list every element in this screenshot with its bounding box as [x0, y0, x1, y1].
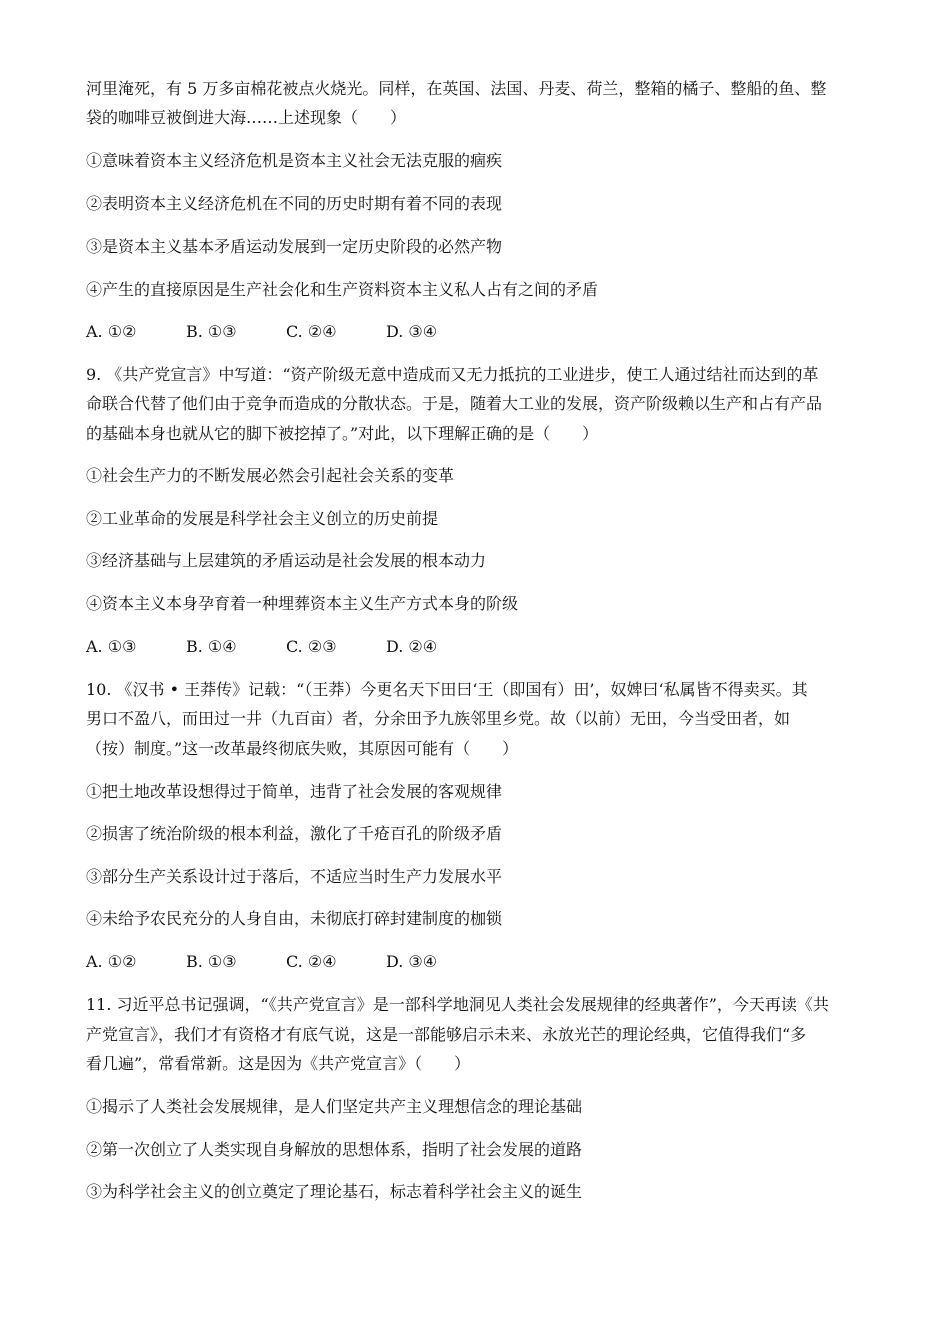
q9-choices: [86, 636, 437, 658]
q10-option-2: ②损害了统治阶级的根本利益，激化了千疮百孔的阶级矛盾: [86, 824, 503, 843]
q9-stem-line-1: 9. 《共产党宣言》中写道：“资产阶级无意中造成而又无力抵抗的工业进步，使工人通过结社而达到的革: [86, 365, 819, 384]
q8-stem-line-1: 河里淹死，有 5 万多亩棉花被点火烧光。同样，在英国、法国、丹麦、荷兰，整箱的橘子、整船的鱼、整: [86, 79, 827, 98]
q8-choices: [86, 321, 437, 343]
q10-stem-line-3: （按）制度。”这一改革最终彻底失败，其原因可能有（ ）: [86, 739, 519, 758]
q8-option-3: ③是资本主义基本矛盾运动发展到一定历史阶段的必然产物: [86, 237, 503, 256]
q8-option-4: ④产生的直接原因是生产社会化和生产资料资本主义私人占有之间的矛盾: [86, 280, 599, 299]
q9-stem-line-2: 命联合代替了他们由于竞争而造成的分散状态。于是，随着大工业的发展，资产阶级赖以生产和占有产品: [86, 394, 823, 413]
q9-option-3: ③经济基础与上层建筑的矛盾运动是社会发展的根本动力: [86, 551, 487, 570]
q9-option-4: ④资本主义本身孕育着一种埋葬资本主义生产方式本身的阶级: [86, 594, 519, 613]
q9-choice-b: B. ①④: [186, 637, 237, 656]
q9-choice-c: C. ②③: [286, 637, 337, 656]
q9-choice-d: D. ②④: [386, 637, 438, 656]
q10-stem-line-1: 10. 《汉书 • 王莽传》记载：“（王莽）今更名天下田曰‘王（即国有）田’，奴婢曰‘私属皆不得卖买。其: [86, 680, 808, 699]
q11-option-3: ③为科学社会主义的创立奠定了理论基石，标志着科学社会主义的诞生: [86, 1182, 583, 1201]
q8-stem-line-2: 袋的咖啡豆被倒进大海……上述现象（ ）: [86, 108, 407, 127]
q11-stem-line-2: 产党宣言》，我们才有资格才有底气说，这是一部能够启示未来、永放光芒的理论经典，它值得我们“多: [86, 1025, 807, 1044]
q9-choice-a: A. ①③: [86, 637, 137, 656]
q8-option-2: ②表明资本主义经济危机在不同的历史时期有着不同的表现: [86, 194, 503, 213]
q11-stem-line-3: 看几遍”，常看常新。这是因为《共产党宣言》（ ）: [86, 1054, 471, 1073]
q10-choice-a: A. ①②: [86, 952, 137, 971]
q9-stem-line-3: 的基础本身也就从它的脚下被挖掉了。”对此，以下理解正确的是（ ）: [86, 424, 599, 443]
q8-choice-b: B. ①③: [186, 322, 237, 341]
q10-option-4: ④未给予农民充分的人身自由，未彻底打碎封建制度的枷锁: [86, 909, 503, 928]
q10-choice-b: B. ①③: [186, 952, 237, 971]
q11-option-2: ②第一次创立了人类实现自身解放的思想体系，指明了社会发展的道路: [86, 1140, 583, 1159]
q9-option-1: ①社会生产力的不断发展必然会引起社会关系的变革: [86, 466, 455, 485]
q11-stem-line-1: 11. 习近平总书记强调，“《共产党宣言》是一部科学地洞见人类社会发展规律的经典著作”，今天再读《共: [86, 995, 829, 1014]
q10-choice-c: C. ②④: [286, 952, 337, 971]
q8-choice-d: D. ③④: [386, 322, 438, 341]
q9-option-2: ②工业革命的发展是科学社会主义创立的历史前提: [86, 509, 439, 528]
q8-choice-a: A. ①②: [86, 322, 137, 341]
q10-choice-d: D. ③④: [386, 952, 438, 971]
q10-option-3: ③部分生产关系设计过于落后，不适应当时生产力发展水平: [86, 867, 503, 886]
q10-stem-line-2: 男口不盈八，而田过一井（九百亩）者，分余田予九族邻里乡党。故（以前）无田，今当受田者，如: [86, 709, 791, 728]
q10-option-1: ①把土地改革设想得过于简单，违背了社会发展的客观规律: [86, 782, 503, 801]
q11-option-1: ①揭示了人类社会发展规律，是人们坚定共产主义理想信念的理论基础: [86, 1097, 583, 1116]
q10-choices: [86, 951, 437, 973]
q8-choice-c: C. ②④: [286, 322, 337, 341]
q8-option-1: ①意味着资本主义经济危机是资本主义社会无法克服的痼疾: [86, 151, 503, 170]
